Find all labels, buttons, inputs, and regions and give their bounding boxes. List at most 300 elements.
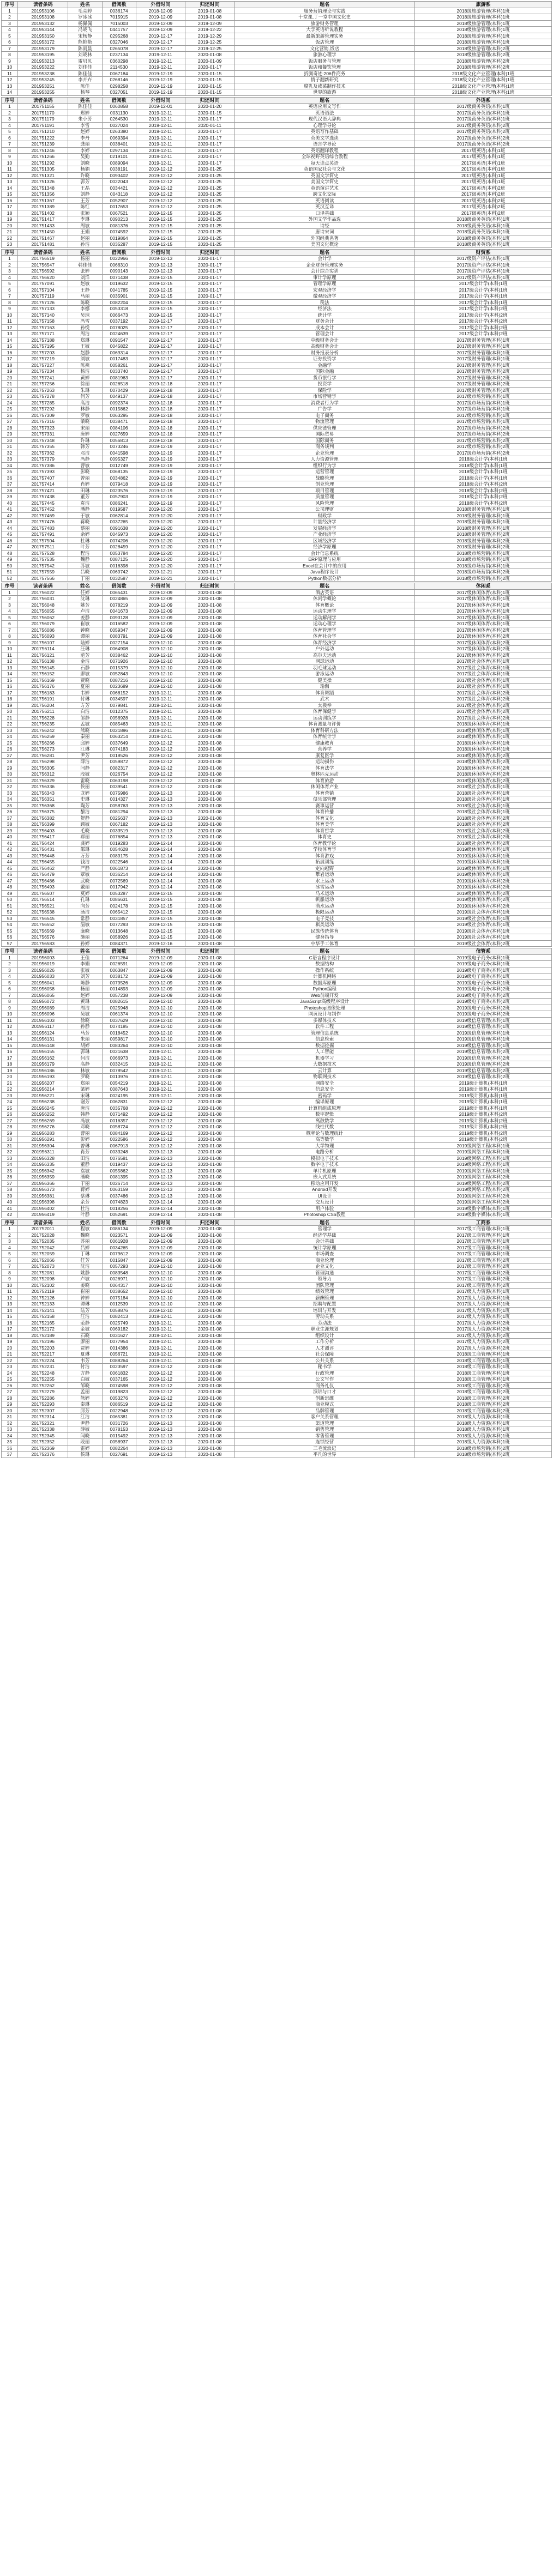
- department-class-cell: 2018级休闲体育(本科)2班: [415, 777, 552, 784]
- loan-date-cell: 2019-12-12: [136, 1376, 185, 1383]
- book-title-cell: 用户体验: [235, 1205, 415, 1212]
- section-table: [1, 97, 552, 248]
- row-number-cell: 22: [2, 1357, 18, 1364]
- return-date-cell: 2020-01-08: [185, 721, 234, 728]
- return-date-cell: 2019-12-22: [185, 27, 234, 33]
- return-date-cell: 2020-01-08: [185, 1376, 234, 1383]
- book-title-cell: 商务谈判: [235, 444, 415, 450]
- loan-count-cell: 0084371: [102, 940, 136, 947]
- book-title-cell: 操作系统: [235, 967, 415, 973]
- loan-count-cell: 0031726: [102, 1420, 136, 1426]
- table-row: [2, 110, 552, 116]
- return-date-cell: 2020-01-17: [185, 299, 234, 306]
- reader-name-cell: 程洁: [68, 550, 102, 557]
- department-class-cell: 2018级商务英语(本科)1班: [415, 222, 552, 229]
- reader-barcode-cell: 201756336: [18, 784, 68, 790]
- row-number-cell: 33: [2, 1426, 18, 1433]
- department-class-cell: 2019级网络工程(本科)1班: [415, 1168, 552, 1174]
- return-date-cell: 2020-01-17: [185, 575, 234, 582]
- department-class-cell: 2017级市场营销(本科)1班: [415, 394, 552, 400]
- loan-date-cell: 2019-12-21: [136, 575, 185, 582]
- loan-date-cell: 2019-12-20: [136, 506, 185, 513]
- row-number-cell: 54: [2, 922, 18, 928]
- department-class-cell: 2017级休闲体育(本科)2班: [415, 652, 552, 658]
- book-title-cell: 外国文学作品选: [235, 216, 415, 223]
- return-date-cell: 2020-01-08: [185, 1295, 234, 1301]
- row-number-cell: 29: [2, 1401, 18, 1408]
- loan-date-cell: 2019-12-12: [136, 1136, 185, 1143]
- loan-count-cell: 0057293: [102, 1263, 136, 1270]
- loan-count-cell: 0083264: [102, 1042, 136, 1049]
- reader-barcode-cell: 201956221: [18, 1092, 68, 1099]
- department-class-cell: 2019级信息管理(本科)2班: [415, 1049, 552, 1055]
- return-date-cell: 2020-01-25: [185, 210, 234, 216]
- row-number-cell: 26: [2, 412, 18, 419]
- row-number-cell: 29: [2, 431, 18, 438]
- table-row: [2, 204, 552, 210]
- section-header-row: [2, 583, 552, 590]
- department-class-cell: 2017级工商管理(本科)2班: [415, 1276, 552, 1283]
- loan-date-cell: 2019-12-12: [136, 740, 185, 746]
- row-number-cell: 9: [2, 154, 18, 160]
- table-row: [2, 1407, 552, 1414]
- return-date-cell: 2020-01-25: [185, 172, 234, 179]
- department-class-cell: 2019级计算机(本科)2班: [415, 1117, 552, 1124]
- reader-barcode-cell: 201757227: [18, 362, 68, 368]
- table-row: [2, 1174, 552, 1181]
- loan-count-cell: 0026591: [102, 961, 136, 967]
- reader-name-cell: 姚芳: [68, 602, 102, 608]
- loan-date-cell: 2019-12-19: [136, 89, 185, 96]
- reader-name-cell: 段丽: [68, 1439, 102, 1446]
- book-title-cell: 拓展训练: [235, 859, 415, 866]
- reader-name-cell: 王芳: [68, 197, 102, 204]
- reader-name-cell: 韩佳佳: [68, 262, 102, 268]
- loan-date-cell: 2019-12-20: [136, 563, 185, 569]
- row-number-cell: 15: [2, 677, 18, 684]
- reader-name-cell: 刘敏: [68, 356, 102, 362]
- loan-date-cell: 2019-12-20: [136, 512, 185, 519]
- return-date-cell: 2020-01-08: [185, 614, 234, 621]
- loan-date-cell: 2019-12-12: [136, 166, 185, 173]
- row-number-cell: 21: [2, 229, 18, 235]
- return-date-cell: 2020-01-17: [185, 462, 234, 469]
- department-class-cell: 2018级休闲体育(本科)2班: [415, 771, 552, 778]
- loan-date-cell: 2019-12-15: [136, 903, 185, 909]
- department-class-cell: 2019级网络工程(本科)2班: [415, 1193, 552, 1199]
- loan-date-cell: 2019-12-13: [136, 1155, 185, 1162]
- reader-barcode-cell: 201752376: [18, 1452, 68, 1458]
- return-date-cell: 2020-01-08: [185, 1124, 234, 1130]
- reader-barcode-cell: 201756455: [18, 859, 68, 866]
- reader-name-cell: 刘佳佳: [68, 64, 102, 71]
- reader-name-cell: 毛晓: [68, 827, 102, 834]
- book-title-cell: 外国经典名著: [235, 235, 415, 241]
- book-title-cell: 全球视野英语综合教程: [235, 154, 415, 160]
- book-title-cell: 战略管理: [235, 475, 415, 481]
- department-class-cell: 2018级旅游管理(本科)2班: [415, 58, 552, 64]
- reader-name-cell: 何洁: [68, 1055, 102, 1061]
- department-class-cell: 2017级社会体育(本科)2班: [415, 715, 552, 721]
- loan-date-cell: 2019-12-13: [136, 1439, 185, 1446]
- table-row: [2, 727, 552, 734]
- department-class-cell: 2017级财务管理(本科)1班: [415, 343, 552, 350]
- book-title-cell: 宏观经济学: [235, 287, 415, 293]
- reader-barcode-cell: 201757331: [18, 431, 68, 438]
- row-number-cell: 31: [2, 1142, 18, 1149]
- return-date-cell: 2020-01-08: [185, 752, 234, 759]
- reader-name-cell: 许晓: [68, 172, 102, 179]
- table-row: [2, 1364, 552, 1370]
- loan-count-cell: 0032415: [102, 1061, 136, 1068]
- column-header-row-number: 序号: [2, 948, 18, 955]
- table-row: [2, 1295, 552, 1301]
- loan-count-cell: 0058876: [102, 1307, 136, 1314]
- loan-count-cell: 0086134: [102, 1226, 136, 1232]
- row-number-cell: 40: [2, 834, 18, 840]
- loan-date-cell: 2019-12-17: [136, 39, 185, 46]
- return-date-cell: 2020-01-08: [185, 1024, 234, 1030]
- department-class-cell: 2018级人力资源(本科)1班: [415, 1420, 552, 1426]
- loan-date-cell: 2019-12-12: [136, 784, 185, 790]
- return-date-cell: 2020-01-08: [185, 1105, 234, 1111]
- loan-count-cell: 0061374: [102, 1011, 136, 1018]
- loan-count-cell: 0268146: [102, 77, 136, 83]
- table-row: [2, 241, 552, 248]
- loan-count-cell: 0024865: [102, 596, 136, 602]
- department-class-cell: 2018级休闲体育(本科)2班: [415, 752, 552, 759]
- reader-name-cell: 陈红: [68, 204, 102, 210]
- table-row: [2, 1005, 552, 1011]
- department-class-cell: 2017级人力资源(本科)1班: [415, 1289, 552, 1295]
- reader-barcode-cell: 201752314: [18, 1414, 68, 1420]
- table-row: [2, 544, 552, 551]
- book-title-cell: 产业经济学: [235, 531, 415, 538]
- reader-name-cell: 苏敏: [68, 563, 102, 569]
- book-title-cell: 社会保障: [235, 1351, 415, 1358]
- book-title-cell: 文化营销,饭店: [235, 45, 415, 52]
- department-class-cell: 2018级工商管理(本科)1班: [415, 1364, 552, 1370]
- return-date-cell: 2020-01-15: [185, 70, 234, 77]
- row-number-cell: 3: [2, 1238, 18, 1245]
- loan-date-cell: 2019-12-10: [136, 639, 185, 646]
- row-number-cell: 14: [2, 89, 18, 96]
- reader-name-cell: 毛亮婷: [68, 8, 102, 14]
- loan-date-cell: 2019-12-10: [136, 1005, 185, 1011]
- return-date-cell: 2020-01-17: [185, 343, 234, 350]
- loan-date-cell: 2019-12-11: [136, 1320, 185, 1326]
- row-number-cell: 6: [2, 39, 18, 46]
- reader-name-cell: 谢芳: [68, 1099, 102, 1105]
- return-date-cell: 2020-01-08: [185, 872, 234, 878]
- reader-name-cell: 赵敏: [68, 281, 102, 287]
- loan-date-cell: 2019-12-19: [136, 456, 185, 463]
- return-date-cell: 2020-01-17: [185, 362, 234, 368]
- row-number-cell: 27: [2, 1117, 18, 1124]
- reader-name-cell: 陆婷: [68, 639, 102, 646]
- reader-barcode-cell: 201752352: [18, 1439, 68, 1446]
- reader-name-cell: 汪琳: [68, 646, 102, 652]
- book-title-cell: 薪酬管理: [235, 1295, 415, 1301]
- reader-name-cell: 顾敏: [68, 821, 102, 828]
- row-number-cell: 8: [2, 52, 18, 58]
- reader-name-cell: 李娜: [68, 306, 102, 312]
- return-date-cell: 2020-01-08: [185, 865, 234, 872]
- book-title-cell: 发展经济学: [235, 525, 415, 531]
- row-number-cell: 10: [2, 312, 18, 318]
- reader-name-cell: 潘晓: [68, 1174, 102, 1181]
- loan-count-cell: 0360298: [102, 58, 136, 64]
- table-row: [2, 878, 552, 884]
- row-number-cell: 12: [2, 1295, 18, 1301]
- loan-count-cell: 0058724: [102, 1124, 136, 1130]
- return-date-cell: 2020-01-08: [185, 1282, 234, 1289]
- table-row: [2, 671, 552, 678]
- book-title-cell: 会计基础: [235, 1238, 415, 1245]
- loan-date-cell: 2019-12-11: [136, 1049, 185, 1055]
- department-class-cell: 2017级工商管理(本科)2班: [415, 1282, 552, 1289]
- row-number-cell: 51: [2, 903, 18, 909]
- return-date-cell: 2020-01-08: [185, 1226, 234, 1232]
- loan-count-cell: 0084169: [102, 1130, 136, 1136]
- row-number-cell: 34: [2, 796, 18, 803]
- return-date-cell: 2020-01-17: [185, 64, 234, 71]
- table-row: [2, 456, 552, 463]
- book-title-cell: 运动心理学: [235, 621, 415, 627]
- loan-count-cell: 0085463: [102, 721, 136, 728]
- loan-date-cell: 2019-12-10: [136, 1295, 185, 1301]
- department-class-cell: 2019级网络工程(本科)1班: [415, 1162, 552, 1168]
- department-class-cell: 2017级商务英语(本科)1班: [415, 104, 552, 110]
- loan-date-cell: 2019-12-13: [136, 1168, 185, 1174]
- row-number-cell: 29: [2, 1130, 18, 1136]
- book-title-cell: 英语翻译教程: [235, 147, 415, 154]
- loan-date-cell: 2019-12-18: [136, 412, 185, 419]
- row-number-cell: 1: [2, 104, 18, 110]
- row-number-cell: 46: [2, 872, 18, 878]
- reader-name-cell: 林静: [68, 406, 102, 413]
- reader-name-cell: 蒋婷: [68, 1187, 102, 1193]
- department-class-cell: 2018级会计学(本科)1班: [415, 475, 552, 481]
- column-header-reader-barcode: 读者条码: [18, 249, 68, 256]
- loan-count-cell: 0037486: [102, 1193, 136, 1199]
- row-number-cell: 23: [2, 241, 18, 248]
- table-row: [2, 64, 552, 71]
- row-number-cell: 19: [2, 1067, 18, 1074]
- department-class-cell: 2017级人力资源(本科)1班: [415, 1295, 552, 1301]
- return-date-cell: 2020-01-08: [185, 809, 234, 815]
- reader-barcode-cell: 201752248: [18, 1370, 68, 1376]
- loan-count-cell: 0052907: [102, 197, 136, 204]
- loan-date-cell: 2019-12-10: [136, 1269, 185, 1276]
- reader-name-cell: 朱丽: [68, 1036, 102, 1043]
- row-number-cell: 16: [2, 197, 18, 204]
- reader-barcode-cell: 201756086: [18, 627, 68, 633]
- book-title-cell: 体育概论: [235, 602, 415, 608]
- loan-count-cell: 0079418: [102, 481, 136, 488]
- department-class-cell: 2018级市场营销(本科)2班: [415, 575, 552, 582]
- loan-count-cell: 0017942: [102, 884, 136, 891]
- loan-date-cell: 2019-12-11: [136, 734, 185, 740]
- return-date-cell: 2020-01-08: [185, 1307, 234, 1314]
- reader-barcode-cell: 201956089: [18, 1005, 68, 1011]
- loan-count-cell: 0091638: [102, 525, 136, 531]
- table-row: [2, 141, 552, 148]
- row-number-cell: 10: [2, 1011, 18, 1018]
- reader-name-cell: 叶芳: [68, 544, 102, 551]
- department-class-cell: 2018级财务管理(本科)1班: [415, 525, 552, 531]
- reader-barcode-cell: 201757469: [18, 512, 68, 519]
- loan-count-cell: 0062814: [102, 512, 136, 519]
- loan-count-cell: 0079526: [102, 979, 136, 986]
- department-class-cell: 2017级市场营销(本科)1班: [415, 412, 552, 419]
- department-class-cell: 2019级计算机(本科)1班: [415, 1099, 552, 1105]
- row-number-cell: 36: [2, 475, 18, 481]
- reader-barcode-cell: 201756329: [18, 777, 68, 784]
- loan-count-cell: 0027691: [102, 1452, 136, 1458]
- reader-name-cell: 郑婷: [68, 110, 102, 116]
- loan-count-cell: 0074206: [102, 537, 136, 544]
- row-number-cell: 44: [2, 525, 18, 531]
- return-date-cell: 2020-01-08: [185, 589, 234, 596]
- table-row: [2, 715, 552, 721]
- loan-count-cell: 0031627: [102, 1332, 136, 1339]
- reader-barcode-cell: 201956269: [18, 1117, 68, 1124]
- book-title-cell: 营养学: [235, 746, 415, 753]
- loan-date-cell: 2019-12-20: [136, 537, 185, 544]
- row-number-cell: 33: [2, 1155, 18, 1162]
- loan-count-cell: 0090143: [102, 268, 136, 275]
- table-row: [2, 569, 552, 576]
- department-class-cell: 2018级休闲体育(本科)2班: [415, 759, 552, 765]
- loan-count-cell: 0016398: [102, 563, 136, 569]
- loan-count-cell: 0038172: [102, 973, 136, 980]
- row-number-cell: 7: [2, 1263, 18, 1270]
- table-row: [2, 992, 552, 999]
- loan-date-cell: 2019-12-10: [136, 677, 185, 684]
- table-row: [2, 759, 552, 765]
- reader-barcode-cell: 201956026: [18, 967, 68, 973]
- loan-count-cell: 0024639: [102, 331, 136, 337]
- reader-name-cell: 王敏: [68, 343, 102, 350]
- reader-name-cell: 万芳: [68, 852, 102, 859]
- department-class-cell: 2018级会计学(本科)2班: [415, 481, 552, 488]
- return-date-cell: 2020-01-17: [185, 141, 234, 148]
- department-class-cell: 2018级工商管理(本科)1班: [415, 1351, 552, 1358]
- loan-date-cell: 2019-12-19: [136, 475, 185, 481]
- reader-name-cell: 李卉卉: [68, 77, 102, 83]
- reader-barcode-cell: 201953195: [18, 52, 68, 58]
- book-title-cell: 棋类运动: [235, 922, 415, 928]
- reader-name-cell: 廖敏: [68, 671, 102, 678]
- table-row: [2, 646, 552, 652]
- reader-name-cell: 宋杨静: [68, 33, 102, 39]
- reader-barcode-cell: 201756145: [18, 664, 68, 671]
- row-number-cell: 42: [2, 1212, 18, 1218]
- return-date-cell: 2020-01-08: [185, 1339, 234, 1345]
- reader-name-cell: 田洁: [68, 1155, 102, 1162]
- return-date-cell: 2020-01-08: [185, 1269, 234, 1276]
- row-number-cell: 2: [2, 1232, 18, 1238]
- loan-count-cell: 0038652: [102, 1289, 136, 1295]
- row-number-cell: 38: [2, 1187, 18, 1193]
- column-header-loan-date: 外借时间: [136, 2, 185, 8]
- reader-name-cell: 龚婷: [68, 840, 102, 846]
- department-class-cell: 2019级网络工程(本科)2班: [415, 1180, 552, 1187]
- row-number-cell: 6: [2, 621, 18, 627]
- department-class-cell: 2017级人力资源(本科)2班: [415, 1326, 552, 1333]
- table-row: [2, 191, 552, 198]
- loan-date-cell: 2019-12-11: [136, 1345, 185, 1351]
- row-number-cell: 19: [2, 1339, 18, 1345]
- loan-count-cell: 0061873: [102, 865, 136, 872]
- column-header-loan-count: 借阅数: [102, 249, 136, 256]
- book-title-cell: 人工智能: [235, 1049, 415, 1055]
- reader-name-cell: 丁琳: [68, 1251, 102, 1257]
- row-number-cell: 4: [2, 27, 18, 33]
- reader-name-cell: 熊艳艳: [68, 39, 102, 46]
- return-date-cell: 2020-01-08: [185, 821, 234, 828]
- book-title-cell: 体育哲学: [235, 827, 415, 834]
- book-title-cell: 健美操: [235, 677, 415, 684]
- reader-barcode-cell: 201953108: [18, 14, 68, 21]
- table-row: [2, 1426, 552, 1433]
- book-title-cell: 培训与开发: [235, 1307, 415, 1314]
- reader-name-cell: 邹晓: [68, 1382, 102, 1389]
- loan-count-cell: 0327051: [102, 89, 136, 96]
- reader-barcode-cell: 201756259: [18, 734, 68, 740]
- return-date-cell: 2020-01-08: [185, 954, 234, 961]
- loan-count-cell: 0043118: [102, 191, 136, 198]
- reader-barcode-cell: 201956214: [18, 1086, 68, 1093]
- department-class-cell: 2018级休闲体育(本科)1班: [415, 746, 552, 753]
- reader-name-cell: 施丽: [68, 934, 102, 941]
- department-class-cell: 2017级社会体育(本科)1班: [415, 658, 552, 665]
- book-title-cell: 管理沟通: [235, 1269, 415, 1276]
- loan-count-cell: 0067184: [102, 70, 136, 77]
- reader-name-cell: 李娟: [68, 961, 102, 967]
- loan-date-cell: 2019-12-15: [136, 281, 185, 287]
- reader-name-cell: 范静: [68, 1320, 102, 1326]
- return-date-cell: 2020-01-17: [185, 437, 234, 444]
- reader-barcode-cell: 201752321: [18, 1420, 68, 1426]
- table-row: [2, 179, 552, 185]
- row-number-cell: 9: [2, 639, 18, 646]
- return-date-cell: 2020-01-08: [185, 740, 234, 746]
- table-row: [2, 903, 552, 909]
- loan-count-cell: 0072569: [102, 878, 136, 884]
- loan-date-cell: 2019-12-10: [136, 664, 185, 671]
- book-title-cell: 帆船运动: [235, 897, 415, 903]
- reader-name-cell: 肖婷: [68, 481, 102, 488]
- department-class-cell: 2019级信息管理(本科)1班: [415, 1030, 552, 1036]
- loan-count-cell: 0237134: [102, 52, 136, 58]
- department-class-cell: 2018级人力资源(本科)1班: [415, 1426, 552, 1433]
- column-header-book-title: 题名: [235, 1219, 415, 1226]
- reader-name-cell: 唐洁: [68, 1105, 102, 1111]
- table-row: [2, 1452, 552, 1458]
- reader-name-cell: 赵婷: [68, 129, 102, 135]
- loan-count-cell: 0015847: [102, 1257, 136, 1263]
- row-number-cell: 8: [2, 299, 18, 306]
- loan-date-cell: 2019-12-10: [136, 1011, 185, 1018]
- department-class-cell: 2018级工商管理(本科)1班: [415, 1376, 552, 1383]
- reader-barcode-cell: 201956179: [18, 1061, 68, 1068]
- book-title-cell: 口译基础: [235, 210, 415, 216]
- table-row: [2, 77, 552, 83]
- return-date-cell: 2020-01-08: [185, 52, 234, 58]
- reader-name-cell: 孙婷: [68, 940, 102, 947]
